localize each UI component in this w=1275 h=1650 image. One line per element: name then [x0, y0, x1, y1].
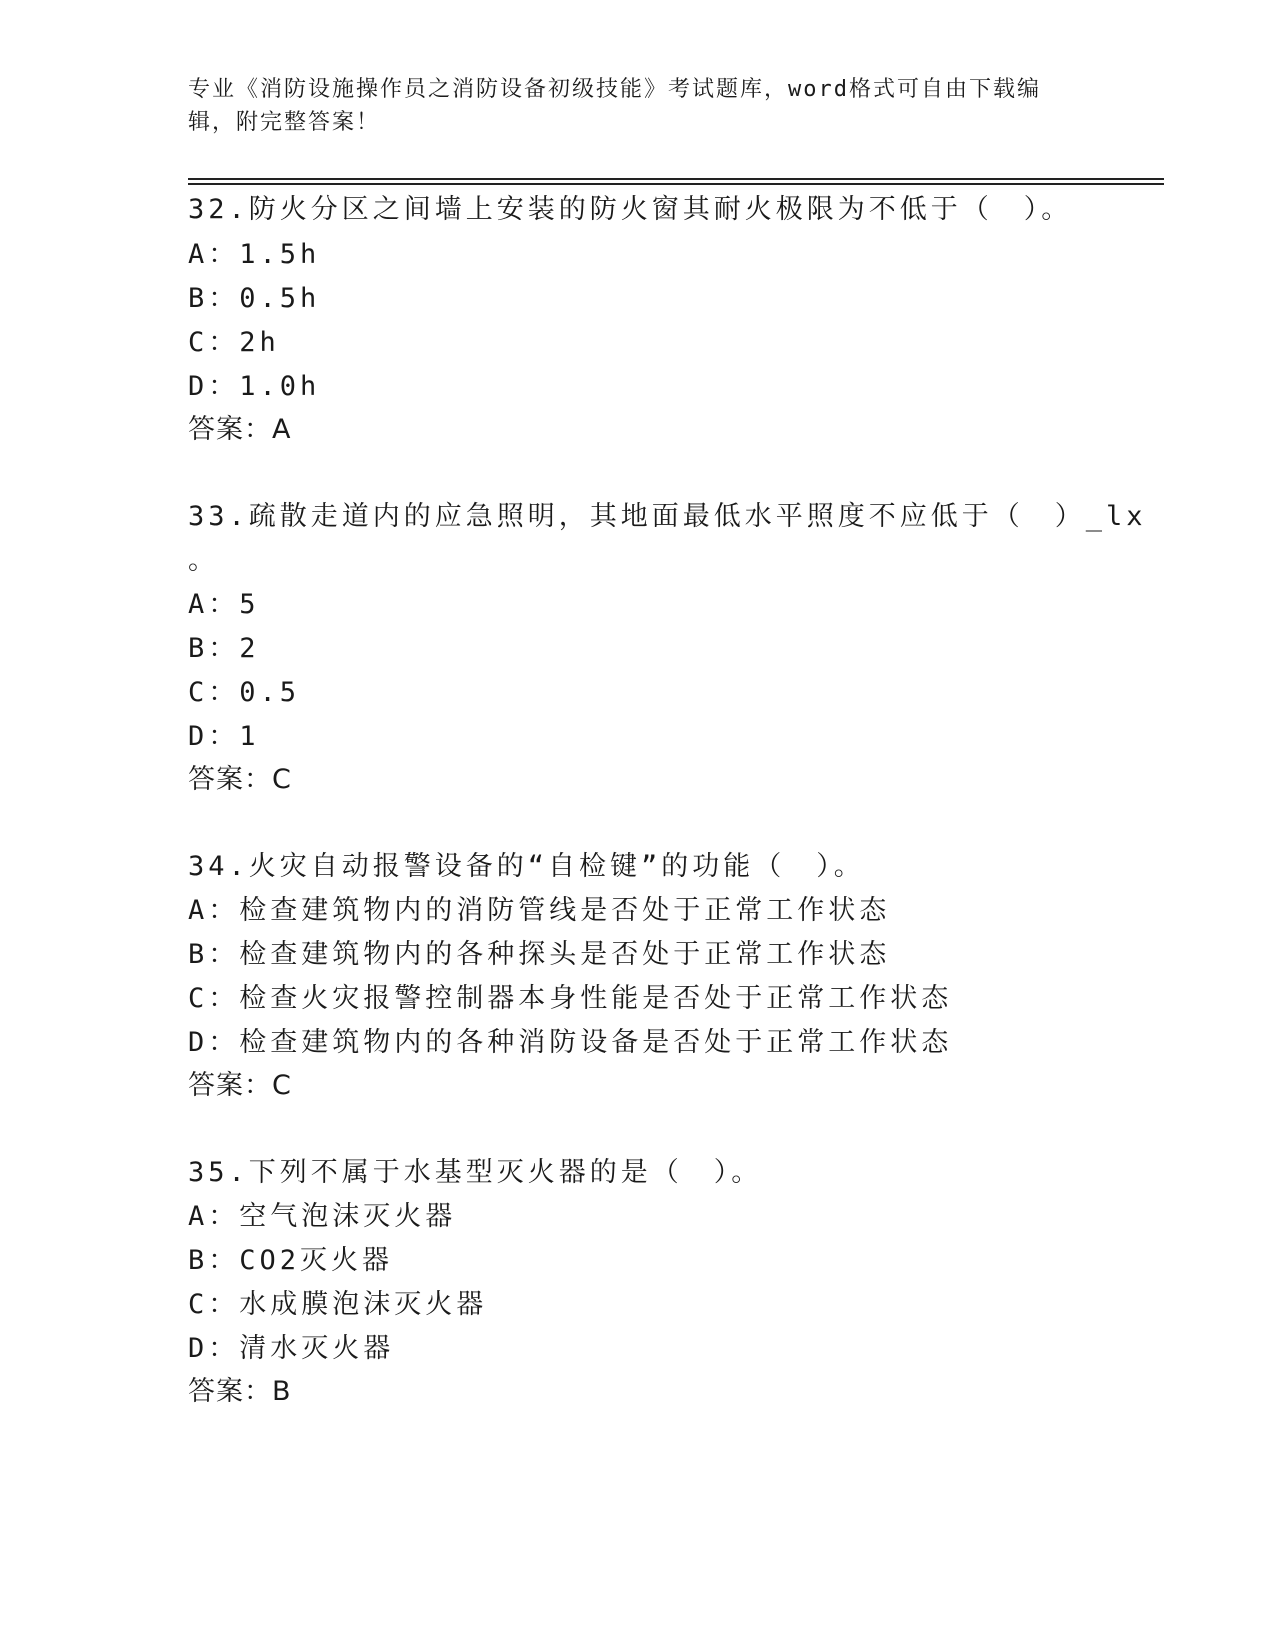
question-text: 34.火灾自动报警设备的“自检键”的功能（ ）。 [188, 851, 865, 882]
option-a: A：1.5h [188, 239, 321, 270]
question-text: 35.下列不属于水基型灭火器的是（ ）。 [188, 1157, 763, 1188]
option-a: A：5 [188, 589, 260, 620]
header-rule-bottom [188, 183, 1164, 185]
question-continuation: 。 [188, 545, 215, 576]
option-d: D：1.0h [188, 371, 321, 402]
option-d: D：检查建筑物内的各种消防设备是否处于正常工作状态 [188, 1027, 953, 1058]
option-a: A：空气泡沫灭火器 [188, 1201, 457, 1232]
option-b: B：2 [188, 633, 260, 664]
answer-line: 答案：A [188, 414, 292, 445]
document-header: 专业《消防设施操作员之消防设备初级技能》考试题库，word格式可自由下载编辑，附完整答案！ [188, 77, 1041, 135]
question-text: 32.防火分区之间墙上安装的防火窗其耐火极限为不低于（ ）。 [188, 194, 1073, 225]
option-c: C：0.5 [188, 677, 301, 708]
option-c: C：2h [188, 327, 280, 358]
option-b: B：检查建筑物内的各种探头是否处于正常工作状态 [188, 939, 891, 970]
question-text: 33.疏散走道内的应急照明，其地面最低水平照度不应低于（ ）_lx [188, 501, 1147, 532]
option-c: C：检查火灾报警控制器本身性能是否处于正常工作状态 [188, 983, 953, 1014]
option-c: C：水成膜泡沫灭火器 [188, 1289, 488, 1320]
option-d: D：清水灭火器 [188, 1333, 395, 1364]
answer-line: 答案：C [188, 764, 292, 795]
option-b: B：CO2灭火器 [188, 1245, 394, 1276]
answer-line: 答案：C [188, 1070, 292, 1101]
option-a: A：检查建筑物内的消防管线是否处于正常工作状态 [188, 895, 891, 926]
answer-line: 答案：B [188, 1376, 292, 1407]
header-rule-top [188, 178, 1164, 180]
option-b: B：0.5h [188, 283, 321, 314]
option-d: D：1 [188, 721, 260, 752]
